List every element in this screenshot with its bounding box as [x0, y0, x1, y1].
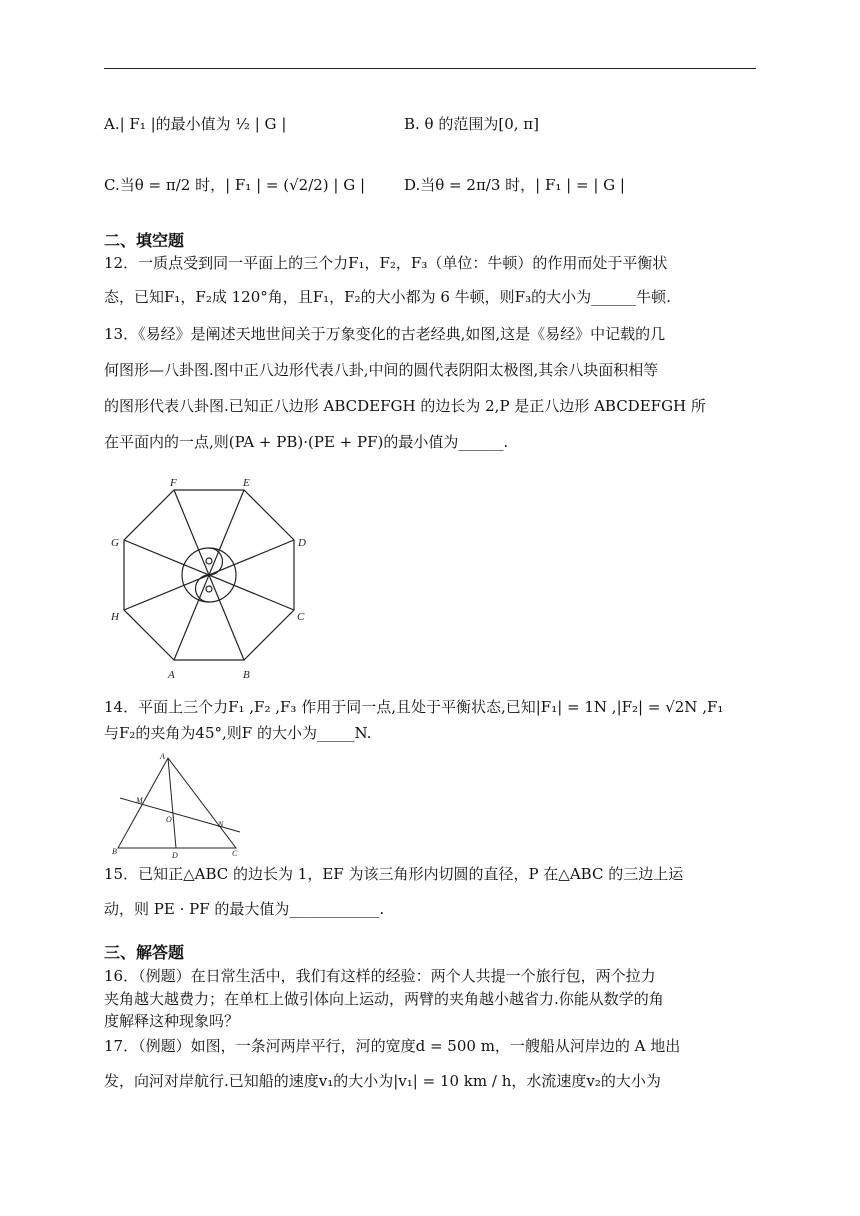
vertex-label-h: H	[111, 611, 119, 623]
option-c: C.当θ = π/2 时，| F₁ | = (√2/2) | G |	[104, 176, 366, 194]
vertex-label-f: F	[170, 477, 177, 489]
q13-line4: 在平面内的一点,则(PA + PB)·(PE + PF)的最小值为______.	[104, 433, 509, 451]
vertex-label-e: E	[243, 477, 250, 489]
q17-line2: 发，向河对岸航行.已知船的速度v₁的大小为|v₁| = 10 km / h，水流速度v₂的大小为	[104, 1072, 661, 1090]
octagon-bagua-figure	[104, 474, 324, 684]
q17-line1: 17．（例题）如图，一条河两岸平行，河的宽度d = 500 m，一艘船从河岸边的 A 地出	[104, 1037, 681, 1055]
triangle-figure	[108, 750, 248, 862]
q13-line1: 13．《易经》是阐述天地世间关于万象变化的古老经典,如图,这是《易经》中记载的几	[104, 325, 666, 343]
q14-line1: 14．平面上三个力F₁ ,F₂ ,F₃ 作用于同一点,且处于平衡状态,已知|F₁| = 1N ,|F₂| = √2N ,F₁	[104, 698, 724, 716]
q14-line2: 与F₂的夹角为45°,则F 的大小为_____N.	[104, 724, 372, 742]
q16-line2: 夹角越大越费力；在单杠上做引体向上运动，两臂的夹角越小越省力.你能从数学的角	[104, 990, 664, 1008]
vertex-label-b: B	[243, 669, 250, 681]
q16-line3: 度解释这种现象吗？	[104, 1012, 240, 1030]
q16-line1: 16．（例题）在日常生活中，我们有这样的经验：两个人共提一个旅行包，两个拉力	[104, 967, 656, 985]
section-heading-fill-blank: 二、填空题	[104, 231, 185, 250]
q12-line1: 12．一质点受到同一平面上的三个力F₁，F₂，F₃（单位：牛顿）的作用而处于平衡状	[104, 254, 668, 272]
triangle-label-m: M	[136, 796, 143, 805]
triangle-label-c: C	[232, 849, 238, 858]
triangle-label-n: N	[218, 820, 224, 829]
section-heading-answers: 三、解答题	[104, 943, 185, 962]
q13-line3: 的图形代表八卦图.已知正八边形 ABCDEFGH 的边长为 2,P 是正八边形 ABCDEFGH 所	[104, 397, 706, 415]
q13-line2: 何图形—八卦图.图中正八边形代表八卦,中间的圆代表阴阳太极图,其余八块面积相等	[104, 361, 659, 379]
q15-line1: 15．已知正△ABC 的边长为 1，EF 为该三角形内切圆的直径，P 在△ABC 的三边上运	[104, 865, 684, 883]
vertex-label-d: D	[298, 537, 306, 549]
option-a: A.| F₁ |的最小值为 ½ | G |	[104, 115, 287, 133]
vertex-label-g: G	[111, 537, 119, 549]
triangle-label-o: O	[166, 815, 172, 824]
option-b: B. θ 的范围为[0, π]	[404, 115, 540, 133]
header-rule	[104, 68, 756, 69]
triangle-label-b: B	[112, 847, 117, 856]
q12-line2: 态，已知F₁，F₂成 120°角，且F₁，F₂的大小都为 6 牛顿，则F₃的大小为______牛顿.	[104, 288, 671, 306]
q15-line2: 动，则 PE · PF 的最大值为____________.	[104, 900, 385, 918]
triangle-label-d: D	[172, 851, 178, 860]
option-d: D.当θ = 2π/3 时，| F₁ | = | G |	[404, 176, 625, 194]
triangle-label-a: A	[160, 752, 165, 761]
vertex-label-c: C	[297, 611, 305, 623]
vertex-label-a: A	[168, 669, 175, 681]
